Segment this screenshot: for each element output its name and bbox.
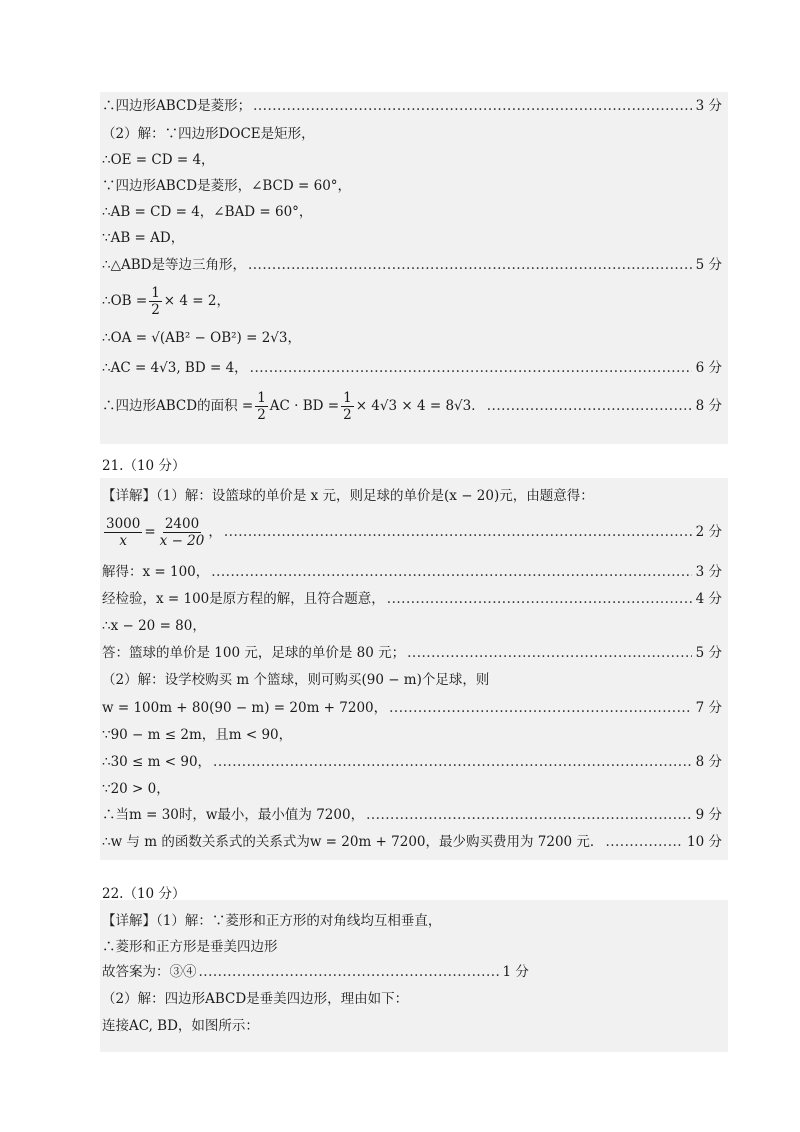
solution-line: 【详解】（1）解：设篮球的单价是 x 元，则足球的单价是(x − 20)元，由题意得： — [102, 488, 594, 504]
dot-leader — [387, 589, 692, 609]
dot-leader — [199, 962, 499, 982]
solution-line: w = 100m + 80(90 − m) = 20m + 7200， ..... 7 分 — [102, 698, 722, 718]
dot-leader — [224, 522, 692, 542]
dot-leader — [407, 643, 691, 663]
score-label: 7 分 — [695, 700, 722, 716]
score-label: 10 分 — [687, 834, 722, 850]
solution-line: ∴当m = 30时，w最小，最小值为 7200， ..... 9 分 — [102, 805, 722, 825]
solution-line: ∴30 ≤ m < 90， ..... 8 分 — [102, 752, 722, 772]
solution-line: 经检验，x = 100是原方程的解，且符合题意， ..... 4 分 — [102, 589, 722, 609]
solution-line: ∴OA = √(AB² − OB²) = 2√3， — [102, 330, 301, 346]
solution-line: ∵90 − m ≤ 2m，且m < 90， — [102, 727, 293, 743]
score-label: 5 分 — [695, 257, 722, 273]
solution-line: ∴△ABD是等边三角形， ..... 5 分 — [102, 255, 722, 275]
score-label: 2 分 — [695, 524, 722, 540]
dot-leader — [389, 698, 691, 718]
solution-line: 连接AC, BD，如图所示： — [102, 1018, 259, 1034]
solution-line: ∴菱形和正方形是垂美四边形 — [102, 939, 278, 955]
score-label: 1 分 — [502, 964, 529, 980]
score-label: 9 分 — [695, 807, 722, 823]
score-label: 6 分 — [695, 360, 722, 376]
solution-line: ∴AC = 4√3, BD = 4， ..... 6 分 — [102, 358, 722, 378]
solution-line: ∴AB = CD = 4，∠BAD = 60°， — [102, 204, 313, 220]
score-label: 8 分 — [695, 398, 722, 414]
score-label: 3 分 — [695, 98, 722, 114]
solution-line: （2）解：∵四边形DOCE是矩形， — [102, 126, 315, 142]
dot-leader — [366, 805, 692, 825]
solution-line: ∴x − 20 = 80， — [102, 618, 206, 634]
solution-line: 解得：x = 100， ..... 3 分 — [102, 562, 722, 582]
solution-line: 故答案为：③④ ..... 1 分 — [102, 962, 722, 982]
fraction: $\frac{2400}{x - 20}$ — [159, 515, 205, 549]
score-label: 3 分 — [695, 564, 722, 580]
solution-line: 【详解】（1）解：∵菱形和正方形的对角线均互相垂直， — [102, 913, 442, 929]
solution-line: ∴w 与 m 的函数关系式的关系式为w = 20m + 7200，最少购买费用为 7200 元． ..... 10 分 — [102, 832, 722, 852]
fraction: $\frac{1}{2}$ — [257, 389, 266, 423]
dot-leader — [605, 832, 683, 852]
solution-line: ∵20 > 0， — [102, 781, 170, 797]
dot-leader — [248, 255, 692, 275]
solution-line: 答：篮球的单价是 100 元，足球的单价是 80 元； ..... 5 分 — [102, 643, 722, 663]
score-label: 5 分 — [695, 645, 722, 661]
score-label: 4 分 — [695, 591, 722, 607]
dot-leader — [487, 396, 692, 416]
solution-line: ∵AB = AD， — [102, 230, 185, 246]
fraction: $\frac{3000}{x}$ — [106, 515, 141, 549]
fraction: $\frac{1}{2}$ — [343, 389, 352, 423]
dot-leader — [250, 358, 692, 378]
dot-leader — [211, 562, 691, 582]
solution-line: ∵四边形ABCD是菱形，∠BCD = 60°， — [102, 178, 352, 194]
solution-line: ∴四边形ABCD的面积 = $\frac{1}{2}$ AC · BD = $\frac{1}{2}$ × 4√3 × 4 = 8√3． ..... 8 分 — [102, 388, 722, 424]
solution-line: $\frac{3000}{x}$ = $\frac{2400}{x - 20}$ ， ..... 2 分 — [102, 514, 722, 550]
solution-line: ∴OE = CD = 4， — [102, 152, 215, 168]
score-label: 8 分 — [695, 754, 722, 770]
dot-leader — [213, 752, 692, 772]
solution-line: （2）解：四边形ABCD是垂美四边形，理由如下： — [102, 991, 409, 1007]
solution-line: ∴四边形ABCD是菱形； ..... 3 分 — [102, 96, 722, 116]
solution-line: （2）解：设学校购买 m 个篮球，则可购买(90 − m)个足球，则 — [102, 672, 490, 688]
question-heading: 21.（10 分） — [102, 458, 186, 474]
dot-leader — [253, 96, 692, 116]
solution-line: ∴OB = $\frac{1}{2}$ × 4 = 2， — [102, 284, 230, 318]
fraction: $\frac{1}{2}$ — [151, 284, 160, 318]
question-heading: 22.（10 分） — [102, 886, 186, 902]
